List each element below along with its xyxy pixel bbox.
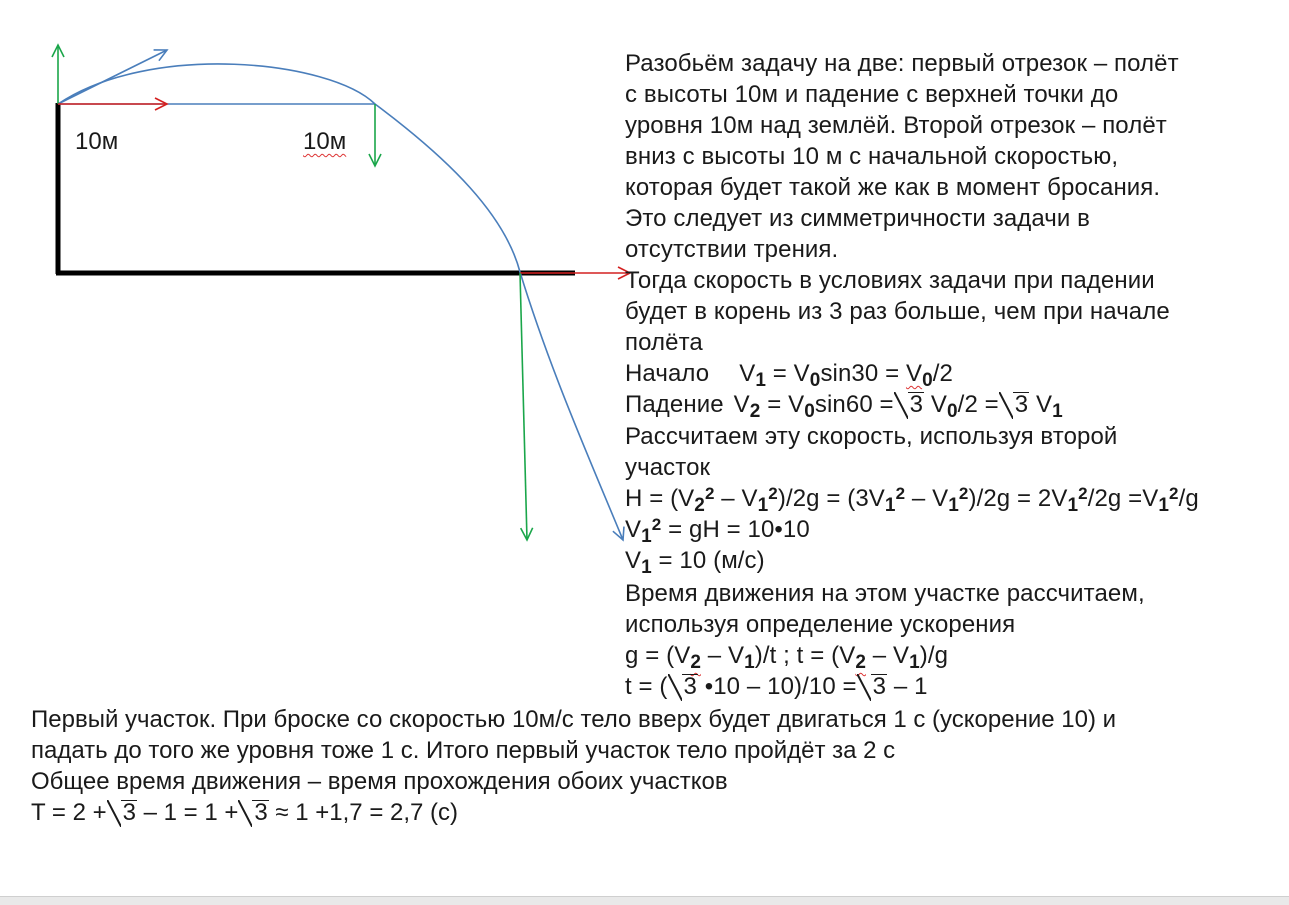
text-line-9: будет в корень из 3 раз больше, чем при начале [625,298,1170,325]
text-line-8: Тогда скорость в условиях задачи при падении [625,267,1155,294]
text-line-5: которая будет такой же как в момент бросания. [625,174,1161,201]
text-line-3: уровня 10м над землёй. Второй отрезок – полёт [625,112,1167,139]
formula-h: $H = (V_2^2 - V_1^2)/2g = (3V_1^2 - V_1^2)/2g = 2V_1^2/2g =V_1^2/g$ [625,484,1199,516]
height-label-right: 10м [303,128,347,155]
formula-fall: Падение $V_2 = V_0\sin 60 = 3$ $V_0/2 = 3$ $V_1$ [625,391,1063,422]
text-calc-2: участок [625,454,711,481]
height-label-left: 10м [75,128,119,155]
bottom-line-2: падать до того же уровня тоже 1 с. Итого первый участок тело пройдёт за 2 с [31,737,896,764]
ground-vertical-arrow [520,273,527,540]
initial-velocity-arrow [58,50,167,104]
text-line-7: отсутствии трения. [625,236,839,263]
bottom-line-1: Первый участок. При броске со скоростью 10м/с тело вверх будет двигаться 1 с (ускорение 10) и [31,706,1117,733]
formula-v1: $V_1 = 10$ (м/с) [625,547,765,578]
text-time-1: Время движения на этом участке рассчитаем, [625,580,1145,607]
formula-total-time: T = 2 + 3 – 1 = 1 + 3 ≈ 1 +1,7 = 2,7 (с) [31,799,459,826]
formula-t: t = ( 3 •10 – 10)/10 = 3 – 1 [625,673,928,700]
formula-start: Начало $V_1 = V_0\sin 30 = V_0/2$ [625,360,953,391]
bottom-line-3: Общее время движения – время прохождения обоих участков [31,768,728,795]
text-calc-1: Рассчитаем эту скорость, используя второй [625,423,1118,450]
formula-g: $g = (V_2 - V_1)/t$ ; $t = (V_2 - V_1)/g$ [625,642,949,673]
formula-v1-squared: $V_1^2$ = gH = 10•10 [625,515,810,547]
text-line-10: полёта [625,329,703,356]
text-line-2: с высоты 10м и падение с верхней точки до [625,81,1119,108]
text-line-1: Разобьём задачу на две: первый отрезок – полёт [625,50,1179,77]
text-time-2: используя определение ускорения [625,611,1016,638]
text-line-4: вниз с высоты 10 м с начальной скоростью, [625,143,1119,170]
text-line-6: Это следует из симметричности задачи в [625,205,1091,232]
